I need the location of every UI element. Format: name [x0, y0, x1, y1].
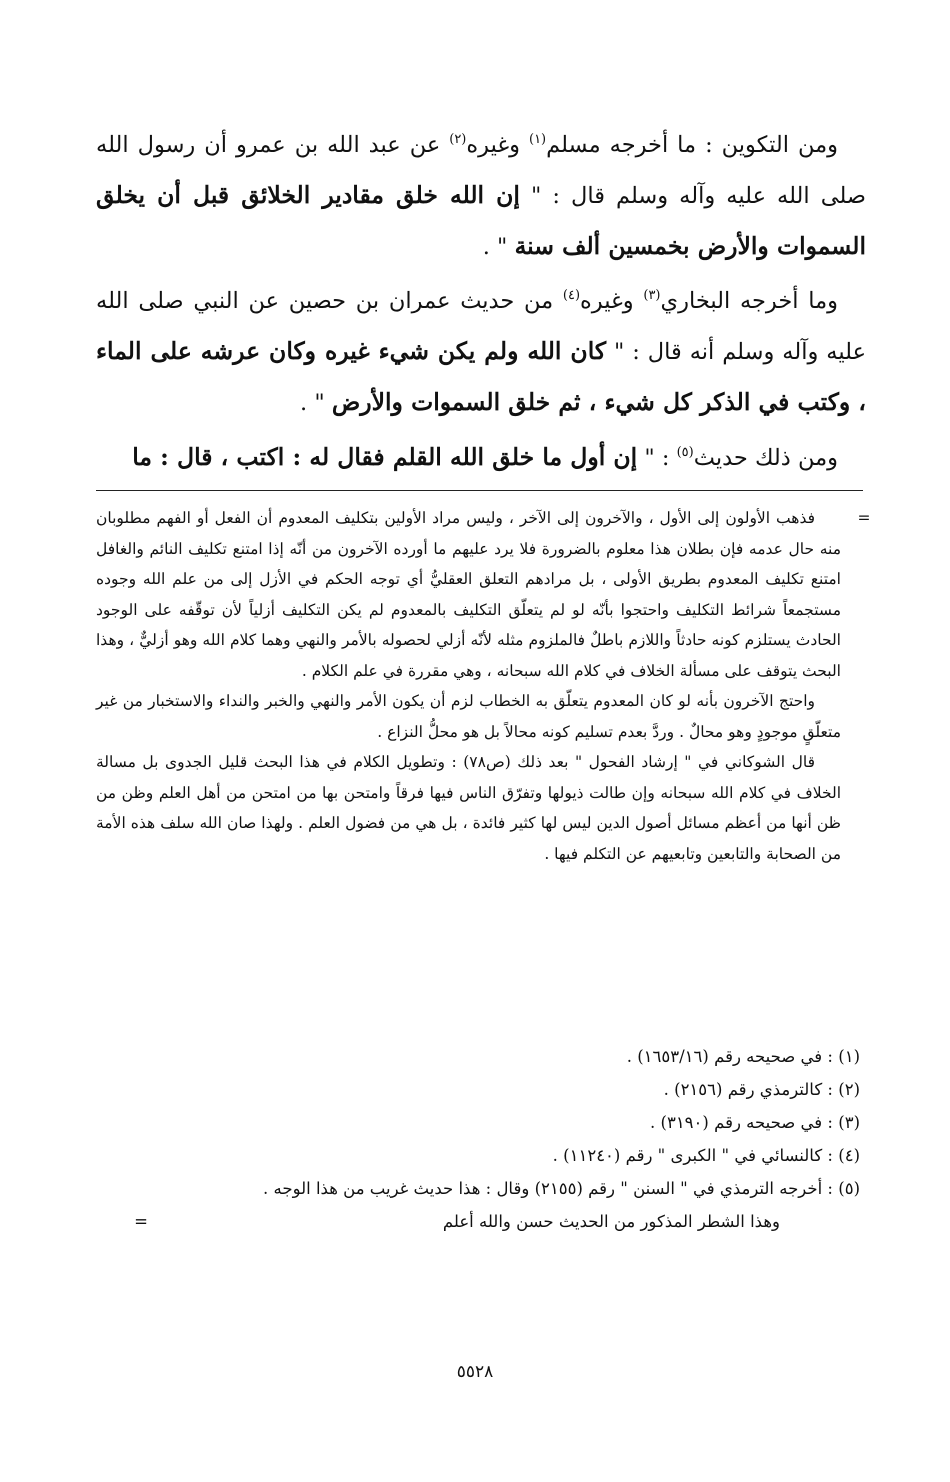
- footnote-3: (٣) : في صحيحه رقم (٣١٩٠) .: [650, 1113, 860, 1132]
- text-run: " .: [300, 390, 332, 416]
- text-run: ومن ذلك حديث: [693, 445, 838, 471]
- footnote-ref-1[interactable]: (١): [528, 132, 547, 147]
- footnote-1: (١) : في صحيحه رقم (١٦٥٣/١٦) .: [626, 1047, 860, 1066]
- page-number: ٥٥٢٨: [456, 1362, 494, 1382]
- continuation-mark: =: [857, 509, 871, 527]
- text-run: " .: [482, 234, 515, 260]
- footnote-4: (٤) : كالنسائي في " الكبرى " رقم (١١٢٤٠) .: [552, 1146, 860, 1165]
- footnote-ref-3[interactable]: (٣): [643, 288, 661, 303]
- footnote-list: [100, 1040, 860, 1238]
- commentary-paragraph-1: فذهب الأولون إلى الأول ، والآخرون إلى الآخر ، وليس مراد الأولين بتكليف المعدوم أن الفعل أو الفهم مطلوبان منه حال عدمه فإن بطلان هذا معلوم بالضرورة فلا يرد عليهم ما أورده الآخرون من أنّه إذا امتنع تكليف النائم والغافل امتنع تكليف المعدوم بطريق الأولى ، بل مرادهم التعلق العقليُّ أي توجه الحكم في الأزل إلى من علم الله وجوده مستجمعاً شرائط التكليف واحتجوا بأنّه لو لم يتعلّق التكليف بالمعدوم لم يكن التكليف أزلياً لأن توقّفه على الوجود الحادث يستلزم كونه حادثاً واللازم باطلٌ فالملزوم مثله لأنّه أزلي لحصوله بالأمر والنهي وهما كلام الله وهو أزليٌّ ، وهذا البحث يتوقف على مسألة الخلاف في كلام الله سبحانه ، وهي مقررة في علم الكلام .: [96, 509, 841, 680]
- paragraph-3: [96, 432, 866, 483]
- footnote-continuation-text: وهذا الشطر المذكور من الحديث حسن والله أعلم: [442, 1212, 780, 1231]
- paragraph-1: [96, 120, 866, 272]
- commentary-paragraph-3: قال الشوكاني في " إرشاد الفحول " بعد ذلك (ص٧٨) : وتطويل الكلام في هذا البحث قليل الجدوى بل مسالة الخلاف في كلام الله سبحانه وإن طالت ذيولها وتفرّق الناس فيها فرقاً وامتحن بها من امتحن من أهل العلم وظن من ظن أنها من أعظم مسائل أصول الدين ليس لها كثير فائدة ، بل هي من فضول العلم . ولهذا صان الله سلف هذه الأمة من الصحابة والتابعين وتابعيهم عن التكلم فيها .: [96, 753, 841, 863]
- text-run: عن عبد الله بن عمرو أن رسول الله صلى الله عليه وآله وسلم قال : ": [96, 132, 867, 209]
- footnote-separator: [96, 490, 863, 491]
- footnote-ref-5[interactable]: (٥): [676, 445, 694, 460]
- hadith-quote-2: كان الله ولم يكن شيء غيره وكان عرشه على الماء ، وكتب في الذكر كل شيء ، ثم خلق السموات والأرض: [96, 337, 866, 416]
- footnote-ref-4[interactable]: (٤): [562, 288, 581, 303]
- continuation-mark: =: [134, 1212, 148, 1231]
- footnote-2: (٢) : كالترمذي رقم (٢١٥٦) .: [663, 1080, 860, 1099]
- text-run: : ": [637, 445, 677, 471]
- footnote-commentary: [96, 503, 871, 869]
- paragraph-2: [96, 276, 866, 428]
- footnote-5-continuation: [100, 1205, 860, 1238]
- footnote-5: (٥) : أخرجه الترمذي في " السنن " رقم (٢١٥٥) وقال : هذا حديث غريب من هذا الوجه .: [263, 1179, 860, 1198]
- text-run: من حديث عمران بن حصين عن النبي صلى الله عليه وآله وسلم أنه قال : ": [96, 288, 866, 365]
- hadith-quote-1: إن الله خلق مقادير الخلائق قبل أن يخلق السموات والأرض بخمسين ألف سنة: [96, 181, 866, 260]
- text-run: ومن التكوين : ما أخرجه مسلم: [546, 132, 838, 158]
- commentary-paragraph-2: واحتج الآخرون بأنه لو كان المعدوم يتعلّق به الخطاب لزم أن يكون الأمر والنهي والخبر والنداء والاستخبار من غير متعلّقٍ موجودٍ وهو محالٌ . وردَّ بعدم تسليم كونه محالاً بل هو محلُّ النزاع .: [96, 692, 841, 741]
- main-text: [96, 120, 866, 483]
- footnote-ref-2[interactable]: (٢): [449, 132, 467, 147]
- text-run: وغيره: [580, 288, 644, 314]
- text-run: وما أخرجه البخاري: [660, 288, 838, 314]
- text-run: وغيره: [466, 132, 529, 158]
- hadith-quote-3: إن أول ما خلق الله القلم فقال له : اكتب ، قال : ما: [132, 443, 638, 471]
